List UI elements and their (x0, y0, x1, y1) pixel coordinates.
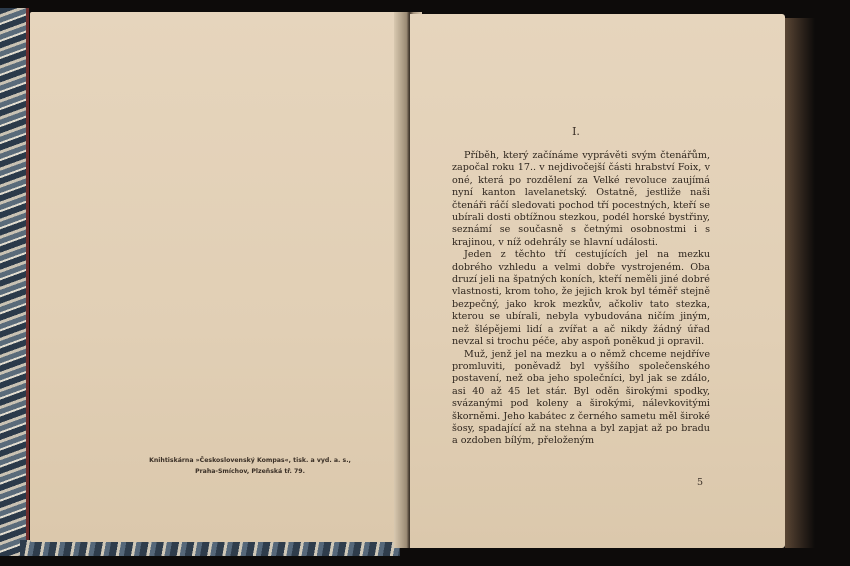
marble-cover-left (0, 8, 29, 556)
page-number: 5 (697, 477, 704, 488)
imprint-line-2: Praha-Smíchov, Plzeňská tř. 79. (195, 468, 305, 475)
chapter-heading: I. (572, 125, 580, 138)
printer-imprint (140, 455, 360, 477)
imprint-line-1: Knihtiskárna »Československý Kompas«, tisk. a vyd. a. s., (149, 457, 351, 464)
marble-cover-bottom (20, 540, 400, 556)
body-text (452, 150, 710, 448)
paragraph-3: Muž, jenž jel na mezku a o němž chceme nejdříve promluviti, poněvadž byl vyššího společenského postavení, než oba jeho společníci, byl jak se zdálo, asi 40 až 45 let stár. Byl oděn širokými spodky, svázanými pod koleny a širokými, nálevkovitými škorněmi. Jeho kabátec z černého sametu měl široké šosy, spadající až na stehna a byl zapjat až po bradu a ozdoben bílým, přeloženým (452, 348, 710, 447)
paragraph-2: Jeden z těchto tří cestujících jel na mezku dobrého vzhledu a velmi dobře vystrojeném. Oba druzí jeli na špatných koních, kteří neměli jiné dobré vlastnosti, krom toho, že jejich krok byl téměř stejně bezpečný, jako krok mezkův, ačkoliv tato stezka, kterou se ubírali, nebyla vybudována ničím jiným, než šlépějemi lidí a zvířat a ač nikdy žádný úřad nevzal si trochu péče, aby aspoň poněkud ji opravil. (452, 249, 710, 348)
paragraph-1: Příběh, který začínáme vyprávěti svým čtenářům, započal roku 17.. v nejdivočejší části hrabství Foix, v oné, která po rozdělení za Velké revoluce zaujímá nyní kanton lavelanetský. Ostatně, jestliže naši čtenáři ráčí sledovati pochod tří pocestných, kteří se ubírali dosti obtížnou stezkou, podél horské bystřiny, seznámí se současně s četnými osobnostmi i s krajinou, v níž odehrály se hlavní události. (452, 150, 710, 248)
page-edge-shadow (785, 18, 815, 548)
